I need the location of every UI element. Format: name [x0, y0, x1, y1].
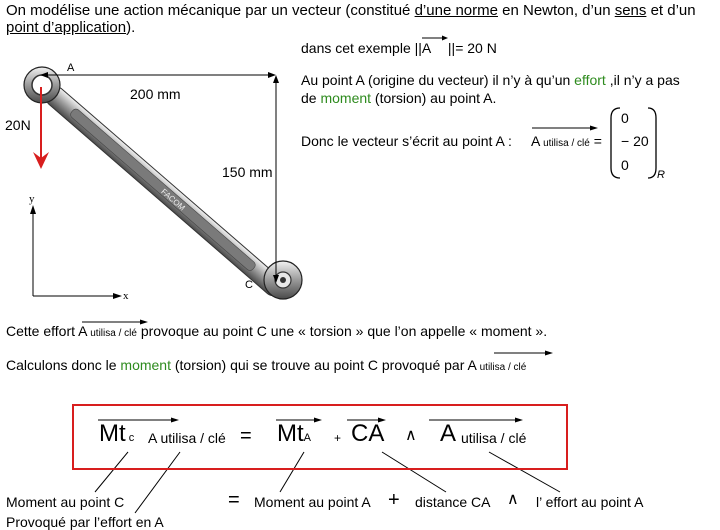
intro-text: et d’un — [646, 2, 696, 19]
legend-moment-c: Moment au point C — [6, 494, 125, 510]
component-x: 0 — [621, 110, 629, 126]
legend-equals: = — [228, 489, 240, 511]
formula-a2 — [440, 420, 456, 448]
frame-label: R — [657, 169, 665, 181]
text: provoque au point C une « torsion » que l’on appelle « moment ». — [136, 323, 548, 339]
norm-bars: || — [414, 40, 422, 56]
formula-plus: + — [334, 431, 342, 445]
formula-a-vec — [148, 430, 226, 446]
vector-letter: A — [421, 40, 432, 56]
vector-subscript: utilisa / clé — [156, 430, 226, 446]
text: ,il n’y a pas — [605, 72, 680, 88]
text: (torsion) qui se trouve au point C provoqué par — [170, 357, 468, 373]
wrench-image — [24, 67, 302, 299]
label-point-c: C — [245, 279, 253, 291]
mt-subscript: A — [303, 432, 312, 444]
label-axis-y: y — [29, 193, 35, 205]
label-point-a: A — [67, 62, 75, 74]
component-y: − 20 — [621, 133, 649, 149]
mt-symbol: Mt — [277, 420, 304, 447]
legend-distance: distance CA — [415, 494, 491, 510]
component-z: 0 — [621, 157, 629, 173]
mt-symbol: Mt — [99, 420, 126, 447]
example-prefix: dans cet exemple — [301, 40, 415, 56]
formula-wedge: ∧ — [405, 427, 417, 444]
formula-equals: = — [240, 425, 252, 447]
equals-sign: = — [589, 133, 602, 149]
matrix-left-paren — [611, 108, 620, 178]
text: Calculons donc le — [6, 357, 121, 373]
intro-text: ). — [126, 19, 136, 36]
label-200mm: 200 mm — [130, 86, 181, 102]
dimension-200mm — [40, 72, 276, 78]
mt-subscript: c — [128, 432, 135, 444]
legend-moment-a: Moment au point A — [254, 494, 371, 510]
legend-plus: + — [388, 489, 400, 511]
norm-bars: || — [447, 40, 456, 56]
vector-letter: A — [531, 133, 541, 149]
legend-provoque: Provoqué par l’effort en A — [6, 514, 164, 530]
intro-text: en Newton, d’un — [497, 2, 615, 19]
moment-word: moment — [120, 357, 171, 373]
legend-wedge: ∧ — [507, 491, 519, 508]
intro-norme: d’une norme — [414, 2, 498, 19]
calc-line — [6, 357, 526, 376]
label-150mm: 150 mm — [222, 164, 273, 180]
text: Au point A (origine du vecteur) il n’y à qu’un — [301, 72, 575, 88]
formula-mt-c — [99, 420, 134, 452]
intro-text: On modélise une action mécanique par un vecteur (constitué — [6, 2, 415, 19]
formula-mt-a — [277, 420, 311, 452]
dimension-150mm — [273, 75, 279, 283]
formula-ca: CA — [351, 420, 385, 447]
vector-subscript: utilisa / clé — [87, 328, 137, 339]
vector-letter: A — [78, 323, 88, 339]
text: de — [301, 90, 321, 106]
moment-word: moment — [320, 90, 372, 106]
vector-letter: A — [467, 357, 477, 373]
vector-subscript: utilisa / clé — [540, 138, 590, 149]
matrix-right-paren — [648, 108, 656, 178]
vector-letter: A — [148, 430, 157, 446]
vector-subscript: utilisa / clé — [476, 362, 527, 373]
intro-sens: sens — [614, 2, 647, 19]
effort-word: effort — [574, 72, 606, 88]
formula-a2-sub: utilisa / clé — [461, 430, 527, 446]
vector-eq-prefix: Donc le vecteur s’écrit au point A : — [301, 133, 512, 149]
intro-point-application: point d’application — [6, 19, 127, 36]
torsion-line — [6, 323, 547, 342]
text: (torsion) au point A. — [371, 90, 497, 106]
vector-letter: A — [440, 420, 457, 447]
legend-effort-a: l’ effort au point A — [536, 494, 644, 510]
label-axis-x: x — [123, 290, 129, 302]
example-value: = 20 N — [455, 40, 497, 56]
wrench-brand: FACOM — [159, 187, 187, 213]
label-force: 20N — [5, 117, 31, 133]
axes — [30, 205, 122, 299]
text: Cette effort — [6, 323, 79, 339]
